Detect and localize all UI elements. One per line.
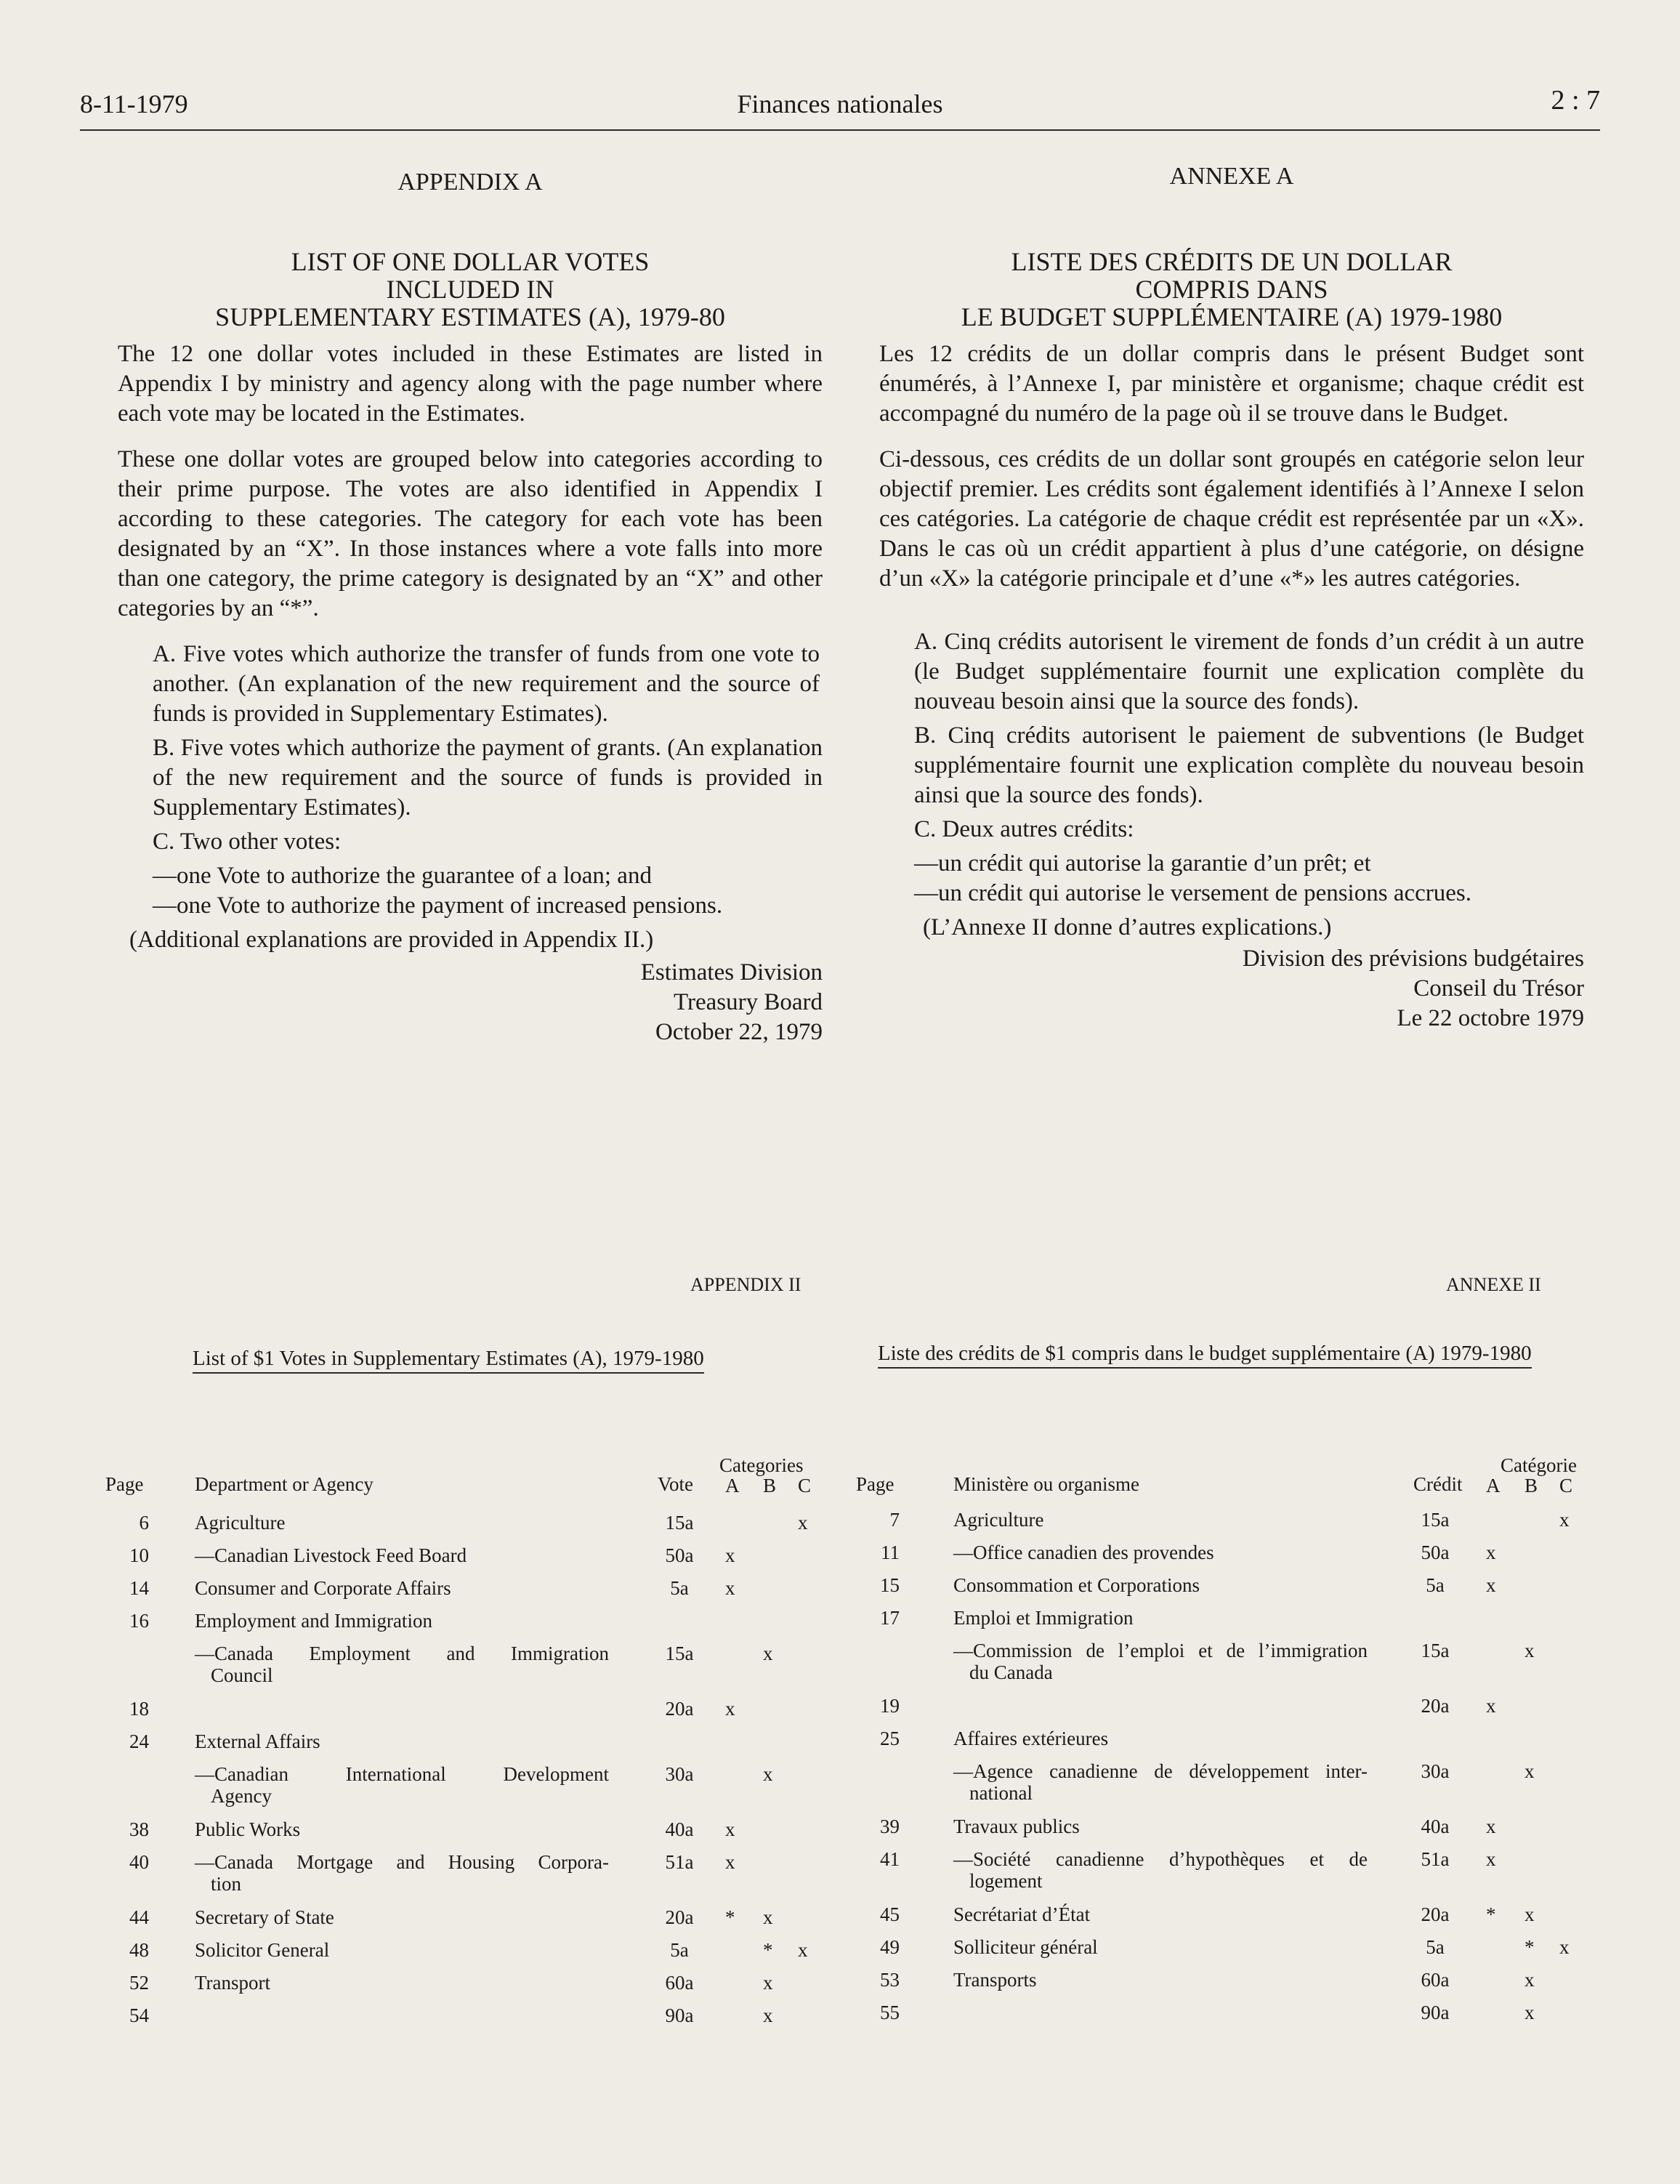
table-row-page: 19 [880,1695,900,1717]
annexe-ii-heading: ANNEXE II [1446,1274,1541,1295]
english-additional: (Additional explanations are provided in Appendix II.) [129,927,654,953]
table-row-category-b: x [1524,1969,1535,1991]
table-row-category-a: x [725,1851,735,1873]
signature-line: October 22, 1979 [655,1019,823,1045]
table-row-category-b: x [1524,1903,1535,1925]
table-row-category-b: x [1524,1760,1535,1782]
table-row-category-a: * [1486,1903,1496,1925]
signature-line: Conseil du Trésor [1413,975,1584,1002]
table-row-vote: 20a [1421,1903,1450,1925]
english-paragraph-2: These one dollar votes are grouped below into categories according to their prime purpose. The votes are also identified in Appendix I according to these categories. The category for each vote has been designated by an “X”. In those instances where a vote falls into more than one category, the prime category is designated by an “X” and other categories by an “*”. [118,446,823,621]
table-row-category-b: * [1524,1936,1535,1958]
table-row-vote: 90a [665,2004,694,2026]
table-row-category-a: x [725,1698,735,1720]
table-row-department: —Société canadienne d’hypothèques et de [953,1848,1368,1870]
table-row-category-c: x [1559,1509,1570,1531]
table-row-page: 25 [880,1728,900,1749]
english-item-c2: —one Vote to authorize the payment of increased pensions. [153,892,723,919]
table-row-department: Agriculture [195,1512,286,1534]
column-header-department: Ministère ou organisme [953,1473,1139,1495]
table-row-category-a: x [1486,1542,1496,1563]
column-header-page: Page [105,1473,144,1495]
table-row-department: —Canada Employment and Immigration [195,1643,609,1664]
english-table-title: List of $1 Votes in Supplementary Estimates (A), 1979-1980 [193,1347,704,1374]
table-row-department: Emploi et Immigration [953,1607,1134,1629]
french-title-line: LISTE DES CRÉDITS DE UN DOLLAR [1011,247,1453,276]
table-row-category-b: x [763,1972,773,1994]
table-row-page: 54 [129,2004,149,2026]
table-row-category-c: x [798,1939,808,1961]
header-page-number: 2 : 7 [1551,85,1600,116]
table-row-page: 17 [880,1607,900,1629]
table-row-category-a: x [1486,1816,1496,1837]
english-item-c1: —one Vote to authorize the guarantee of a loan; and [153,863,652,889]
table-row-vote: 5a [670,1577,689,1599]
table-row-vote: 5a [1426,1936,1445,1958]
table-row-page: 44 [129,1906,149,1928]
column-header-b: B [763,1475,777,1496]
signature-line: Le 22 octobre 1979 [1397,1005,1584,1031]
table-row-category-b: x [763,1906,773,1928]
french-item-a: A. Cinq crédits autorisent le virement de fonds d’un crédit à un autre (le Budget supplémentaire fournit une explication complète du nouveau besoin ainsi que la source des fonds). [914,629,1584,714]
column-header-categories: Categories [719,1454,804,1476]
table-row-category-a: x [725,1577,735,1599]
table-row-vote: 20a [665,1906,694,1928]
column-header-a: A [1486,1475,1501,1496]
french-paragraph-1: Les 12 crédits de un dollar compris dans le présent Budget sont énumérés, à l’Annexe I, par ministère et organisme; chaque crédit est accompagné du numéro de la page où il se trouve dans le Budget. [879,341,1584,427]
table-row-page: 6 [139,1512,149,1534]
header-date: 8-11-1979 [80,89,188,118]
table-row-page: 53 [880,1969,900,1991]
table-row-category-a: x [1486,1574,1496,1596]
column-header-c: C [1559,1475,1573,1496]
table-row-department: du Canada [969,1661,1053,1683]
table-row-category-c: x [1559,1936,1570,1958]
table-row-page: 38 [129,1818,149,1840]
table-row-page: 10 [129,1544,149,1566]
column-header-page: Page [856,1473,894,1495]
table-row-department: —Canadian Livestock Feed Board [195,1544,467,1566]
table-row-department: Transports [953,1969,1037,1991]
french-signature [879,944,1584,1033]
table-row-vote: 20a [1421,1695,1450,1717]
table-row-department: Solliciteur général [953,1936,1098,1958]
table-row-category-c: x [798,1512,808,1534]
table-row-vote: 60a [665,1972,694,1994]
table-row-category-b: x [763,1643,773,1664]
column-header-vote: Crédit [1413,1473,1463,1495]
table-row-department: Agriculture [953,1509,1044,1531]
header-title: Finances nationales [737,89,943,118]
table-row-page: 41 [880,1848,900,1870]
table-row-page: 7 [889,1509,900,1531]
english-paragraph-1: The 12 one dollar votes included in these Estimates are listed in Appendix I by ministry and agency along with the page number where each vote may be located in the Estimates. [118,341,823,427]
table-row-category-b: x [763,2004,773,2026]
french-title-line: LE BUDGET SUPPLÉMENTAIRE (A) 1979-1980 [961,302,1503,331]
table-row-vote: 30a [665,1763,694,1785]
table-row-department: Secretary of State [195,1906,334,1928]
table-row-department: Agency [211,1785,272,1807]
column-header-a: A [725,1475,740,1496]
table-row-vote: 30a [1421,1760,1450,1782]
french-column [879,161,1584,1033]
table-row-page: 15 [880,1574,900,1596]
table-row-vote: 5a [1426,1574,1445,1596]
table-row-department: Transport [195,1972,271,1994]
table-row-category-a: x [725,1544,735,1566]
english-title-line: INCLUDED IN [386,275,554,304]
table-row-vote: 60a [1421,1969,1450,1991]
table-row-vote: 15a [665,1643,694,1664]
table-row-vote: 90a [1421,2002,1450,2023]
table-row-vote: 40a [1421,1816,1450,1837]
french-title [879,248,1584,331]
annexe-a-heading: ANNEXE A [1169,163,1294,190]
english-title-line: LIST OF ONE DOLLAR VOTES [291,247,650,276]
french-item-c: C. Deux autres crédits: [914,816,1134,842]
french-title-line: COMPRIS DANS [1135,275,1328,304]
table-row-vote: 20a [665,1698,694,1720]
table-row-department: Secrétariat d’État [953,1903,1091,1925]
table-row-department: Travaux publics [953,1816,1080,1837]
table-row-page: 14 [129,1577,149,1599]
signature-line: Estimates Division [640,959,823,986]
table-row-page: 40 [129,1851,149,1873]
english-title-line: SUPPLEMENTARY ESTIMATES (A), 1979-80 [215,302,725,331]
english-signature [118,958,823,1047]
table-row-page: 48 [129,1939,149,1961]
table-row-department: Employment and Immigration [195,1610,432,1632]
french-additional: (L’Annexe II donne d’autres explications.) [923,914,1332,940]
french-item-c1: —un crédit qui autorise la garantie d’un prêt; et [914,850,1371,877]
column-header-vote: Vote [658,1473,694,1495]
table-row-category-a: x [1486,1848,1496,1870]
table-row-vote: 15a [1421,1640,1450,1661]
french-table-title: Liste des crédits de $1 compris dans le budget supplémentaire (A) 1979-1980 [878,1342,1532,1369]
french-item-c2: —un crédit qui autorise le versement de pensions accrues. [914,880,1471,906]
table-row-category-b: * [763,1939,773,1961]
english-title [118,248,823,331]
english-item-a: A. Five votes which authorize the transfer of funds from one vote to another. (An explanation of the new requirement and the source of funds is provided in Supplementary Estimates). [153,641,820,727]
table-row-department: Council [211,1664,273,1686]
french-item-b: B. Cinq crédits autorisent le paiement de subventions (le Budget supplémentaire fournit une explication complète du nouveau besoin ainsi que la source des fonds). [914,722,1584,808]
table-row-department: —Canadian International Development [195,1763,609,1785]
table-row-department: Affaires extérieures [953,1728,1109,1749]
english-item-c: C. Two other votes: [153,829,342,855]
table-row-page: 45 [880,1903,900,1925]
table-row-vote: 51a [665,1851,694,1873]
table-row-department: Consumer and Corporate Affairs [195,1577,451,1599]
english-column [118,167,823,1047]
table-row-department: Consommation et Corporations [953,1574,1200,1596]
table-row-department: logement [969,1870,1043,1892]
table-row-vote: 50a [665,1544,694,1566]
english-item-b: B. Five votes which authorize the payment of grants. (An explanation of the new requirement and the source of funds is provided in Supplementary Estimates). [153,735,823,821]
table-row-vote: 50a [1421,1542,1450,1563]
appendix-a-heading: APPENDIX A [397,169,543,196]
page-header [80,78,1600,131]
table-row-department: national [969,1782,1033,1804]
table-row-department: External Affairs [195,1730,320,1752]
table-row-department: Solicitor General [195,1939,330,1961]
table-row-page: 18 [129,1698,149,1720]
signature-line: Division des prévisions budgétaires [1242,946,1584,972]
table-row-page: 16 [129,1610,149,1632]
table-row-vote: 51a [1421,1848,1450,1870]
column-header-c: C [798,1475,812,1496]
table-row-category-a: x [1486,1695,1496,1717]
table-row-department: tion [211,1873,242,1895]
french-paragraph-2: Ci-dessous, ces crédits de un dollar sont groupés en catégorie selon leur objectif premier. Les crédits sont également identifiés à l’Annexe I selon ces catégories. La catégorie de chaque crédit est représentée par un «X». Dans le cas où un crédit appartient à plus d’une catégorie, on désigne d’un «X» la catégorie principale et d’une «*» les autres catégories. [879,446,1584,592]
table-row-category-b: x [1524,2002,1535,2023]
signature-line: Treasury Board [673,989,823,1015]
table-row-page: 55 [880,2002,900,2023]
column-header-categories: Catégorie [1501,1454,1577,1476]
column-header-b: B [1524,1475,1538,1496]
table-row-vote: 15a [665,1512,694,1534]
table-row-page: 39 [880,1816,900,1837]
column-header-department: Department or Agency [195,1473,373,1495]
table-row-department: —Office canadien des provendes [953,1542,1214,1563]
table-row-category-a: * [725,1906,735,1928]
table-row-department: —Agence canadienne de développement inter- [953,1760,1368,1782]
table-row-category-a: x [725,1818,735,1840]
table-row-department: Public Works [195,1818,301,1840]
appendix-ii-heading: APPENDIX II [690,1274,801,1295]
table-row-page: 49 [880,1936,900,1958]
table-row-page: 24 [129,1730,149,1752]
table-row-department: —Commission de l’emploi et de l’immigration [953,1640,1368,1661]
table-row-vote: 5a [670,1939,689,1961]
table-row-page: 52 [129,1972,149,1994]
table-row-vote: 40a [665,1818,694,1840]
table-row-category-b: x [763,1763,773,1785]
table-row-department: —Canada Mortgage and Housing Corpora- [195,1851,609,1873]
table-row-category-b: x [1524,1640,1535,1661]
table-row-page: 11 [881,1542,900,1563]
table-row-vote: 15a [1421,1509,1450,1531]
